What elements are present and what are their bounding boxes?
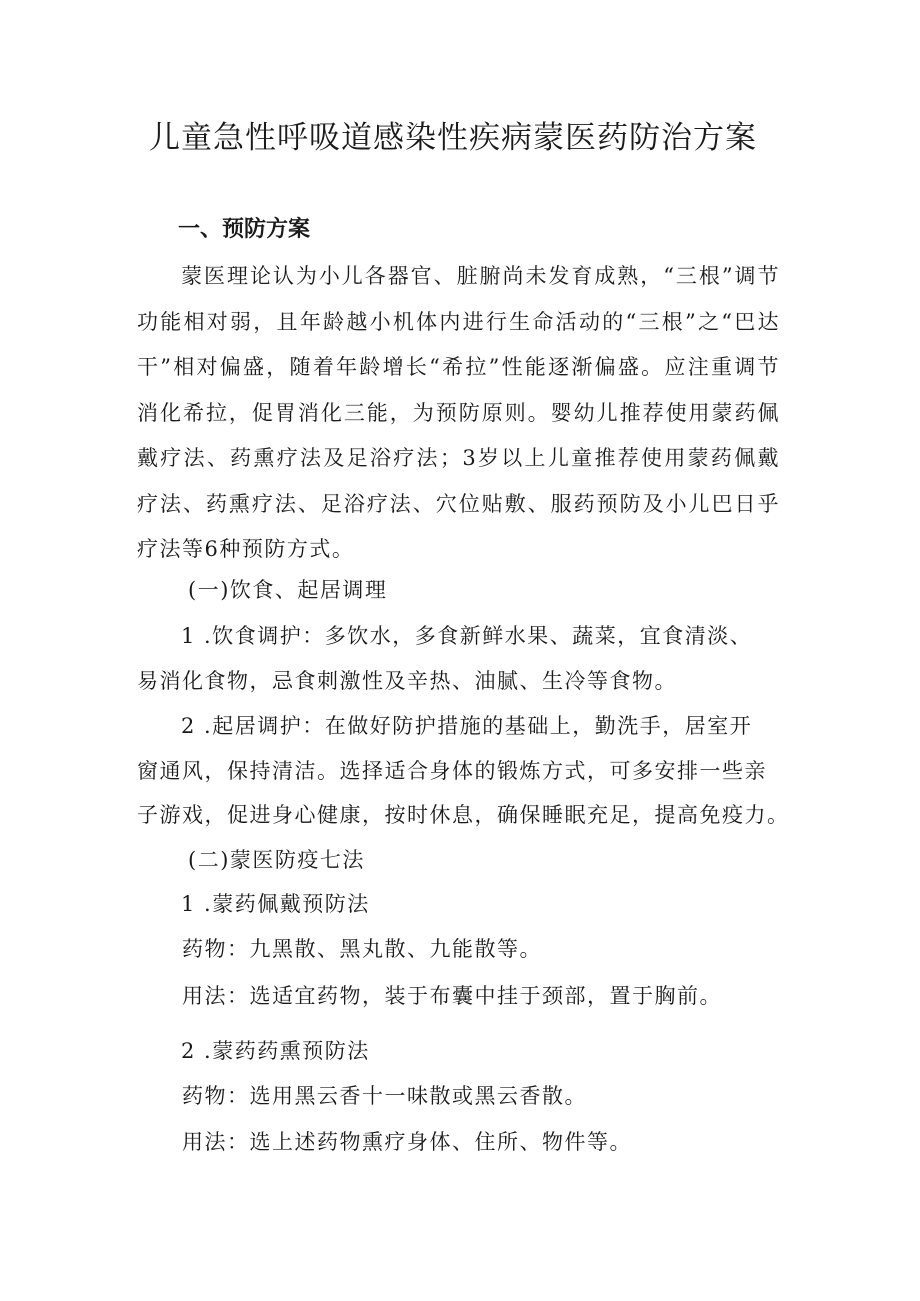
method-1-drugs: 药物：九黑散、黑丸散、九能散等。 xyxy=(182,937,542,961)
section-heading-prevention: 一、预防方案 xyxy=(178,217,311,242)
method-1-heading: 1 .蒙药佩戴预防法 xyxy=(181,892,370,916)
subheading-seven-methods: (二)蒙医防疫七法 xyxy=(188,848,365,872)
intro-paragraph: 蒙医理论认为小儿各器官、脏腑尚未发育成熟，“三根”调节功能相对弱，且年龄越小机体内进行生命活动的“三根”之“巴达干”相对偏盛，随着年龄增长“希拉”性能逐渐偏盛。应注重调节消化希拉，促胃消化三能，为预防原则。婴幼儿推荐使用蒙药佩戴疗法、药熏疗法及足浴疗法；3岁以上儿童推荐使用蒙药佩戴疗法、药熏疗法、足浴疗法、穴位贴敷、服药预防及小儿巴日乎疗法等6种预防方式。 xyxy=(137,264,780,561)
method-2-usage: 用法：选上述药物熏疗身体、住所、物件等。 xyxy=(182,1130,632,1154)
lifestyle-care-line-2: 窗通风，保持清洁。选择适合身体的锻炼方式，可多安排一些亲 xyxy=(137,759,767,783)
lifestyle-care-line-3: 子游戏，促进身心健康，按时休息，确保睡眠充足，提高免疫力。 xyxy=(137,803,790,827)
diet-care-line-2: 易消化食物，忌食刺激性及辛热、油腻、生冷等食物。 xyxy=(137,669,677,693)
document-title: 儿童急性呼吸道感染性疾病蒙医药防治方案 xyxy=(149,120,757,156)
subheading-diet-lifestyle: (一)饮食、起居调理 xyxy=(188,578,388,602)
method-2-heading: 2 .蒙药药熏预防法 xyxy=(181,1039,370,1063)
method-2-drugs: 药物：选用黑云香十一味散或黑云香散。 xyxy=(182,1084,587,1108)
lifestyle-care-line-1: 2 .起居调护：在做好防护措施的基础上，勤洗手，居室开 xyxy=(181,714,753,738)
diet-care-line-1: 1 .饮食调护：多饮水，多食新鲜水果、蔬菜，宜食清淡、 xyxy=(181,624,753,648)
method-1-usage: 用法：选适宜药物，装于布囊中挂于颈部，置于胸前。 xyxy=(182,984,722,1008)
